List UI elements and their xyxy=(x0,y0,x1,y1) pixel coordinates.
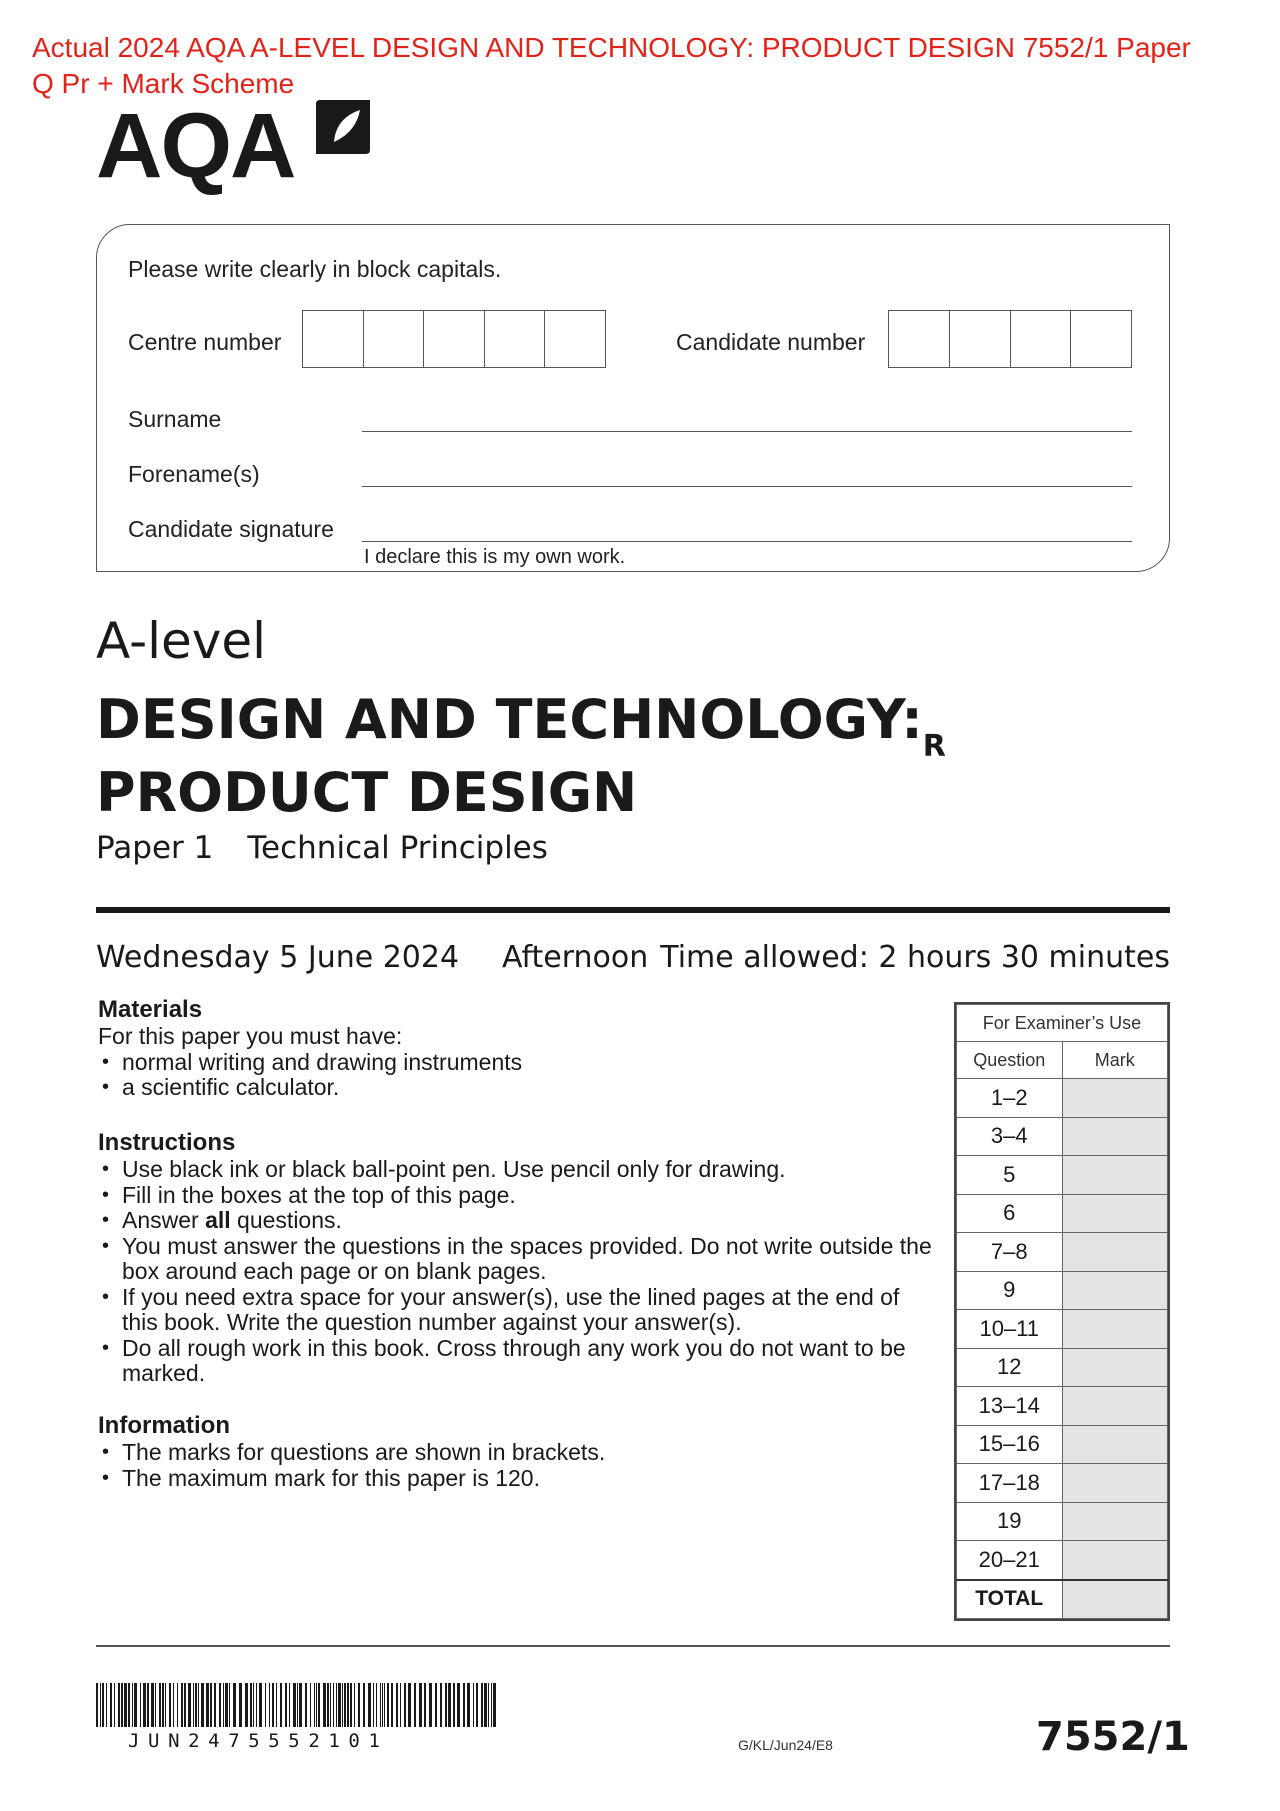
examiner-table-row xyxy=(957,1079,1168,1118)
examiner-use-table xyxy=(954,1002,1170,1621)
barcode-bar xyxy=(342,1683,343,1727)
total-label: TOTAL xyxy=(957,1580,1063,1619)
barcode-bar xyxy=(310,1683,311,1727)
question-cell: 5 xyxy=(957,1156,1063,1195)
examiner-table-row xyxy=(957,1194,1168,1233)
barcode-bar xyxy=(276,1683,277,1727)
examiner-table-row xyxy=(957,1387,1168,1426)
barcode-bar xyxy=(297,1683,298,1727)
instruction-item: • Fill in the boxes at the top of this page. xyxy=(98,1183,938,1209)
barcode-bar xyxy=(155,1683,156,1727)
signature-line[interactable] xyxy=(362,541,1132,542)
footer-divider xyxy=(96,1645,1170,1647)
barcode-bar xyxy=(285,1683,287,1727)
centre-number-digit-box[interactable] xyxy=(303,311,364,367)
question-cell: 13–14 xyxy=(957,1387,1063,1426)
barcode-bar xyxy=(256,1683,257,1727)
barcode-bar xyxy=(299,1683,302,1727)
barcode-bar xyxy=(143,1683,146,1727)
barcode-bar xyxy=(429,1683,432,1727)
banner-line-2: Q Pr + Mark Scheme xyxy=(32,68,295,99)
subject-title-line-1: DESIGN AND TECHNOLOGY: xyxy=(96,688,923,751)
barcode-bar xyxy=(151,1683,154,1727)
barcode-bar xyxy=(223,1683,224,1727)
information-heading: Information xyxy=(98,1412,230,1439)
barcode-bar xyxy=(250,1683,252,1727)
barcode-bar xyxy=(453,1683,455,1727)
barcode-bar xyxy=(219,1683,221,1727)
question-cell: 17–18 xyxy=(957,1464,1063,1503)
signature-label: Candidate signature xyxy=(128,516,334,542)
barcode-bar xyxy=(314,1683,315,1727)
barcode-text: JUN2475552101 xyxy=(128,1730,389,1752)
centre-number-digit-box[interactable] xyxy=(485,311,546,367)
subject-title xyxy=(96,688,946,825)
barcode-bar xyxy=(239,1683,242,1727)
barcode-bar xyxy=(391,1683,393,1727)
forename-label: Forename(s) xyxy=(128,461,260,487)
barcode-bar xyxy=(408,1683,411,1727)
barcode-bar xyxy=(102,1683,104,1727)
barcode-bar xyxy=(198,1683,199,1727)
barcode-bar xyxy=(435,1683,437,1727)
barcode-bar xyxy=(457,1683,460,1727)
question-column-header: Question xyxy=(957,1042,1063,1079)
question-cell: 20–21 xyxy=(957,1541,1063,1580)
block-capitals-instruction: Please write clearly in block capitals. xyxy=(128,256,502,282)
barcode-bar xyxy=(177,1683,178,1727)
examiner-table-row xyxy=(957,1464,1168,1503)
materials-item: • normal writing and drawing instruments xyxy=(98,1050,938,1076)
barcode-bar xyxy=(445,1683,447,1727)
barcode-bar xyxy=(173,1683,174,1727)
materials-intro: For this paper you must have: xyxy=(98,1023,403,1049)
barcode-bar xyxy=(382,1683,383,1727)
barcode-bar xyxy=(316,1683,317,1727)
subject-marker: R xyxy=(922,729,946,764)
centre-number-digit-box[interactable] xyxy=(424,311,485,367)
barcode-bar xyxy=(159,1683,161,1727)
barcode-bar xyxy=(253,1683,254,1727)
barcode-bar xyxy=(106,1683,107,1727)
paper-name: Technical Principles xyxy=(247,830,548,866)
instruction-item: • Do all rough work in this book. Cross through any work you do not want to be marked. xyxy=(98,1336,938,1387)
barcode-bar xyxy=(121,1683,123,1727)
aqa-logo-text: AQA xyxy=(96,95,295,197)
barcode-bar xyxy=(210,1683,212,1727)
surname-line[interactable] xyxy=(362,431,1132,432)
reference-code: G/KL/Jun24/E8 xyxy=(738,1737,833,1753)
candidate-number-digit-box[interactable] xyxy=(1011,311,1072,367)
mark-cell[interactable] xyxy=(1062,1425,1168,1464)
barcode-bar xyxy=(323,1683,326,1727)
barcode-bar xyxy=(491,1683,492,1727)
materials-heading: Materials xyxy=(98,996,203,1023)
barcode-bar xyxy=(195,1683,197,1727)
candidate-number-digit-box[interactable] xyxy=(889,311,950,367)
materials-section xyxy=(98,996,938,1101)
time-allowed: Time allowed: 2 hours 30 minutes xyxy=(660,940,1170,975)
barcode-bar xyxy=(169,1683,171,1727)
mark-column-header: Mark xyxy=(1062,1042,1168,1079)
forename-line[interactable] xyxy=(362,486,1132,487)
barcode-bar xyxy=(96,1683,98,1727)
paper-number: Paper 1 xyxy=(96,830,214,866)
barcode-bar xyxy=(269,1683,270,1727)
barcode-bar xyxy=(124,1683,127,1727)
barcode-bar xyxy=(363,1683,365,1727)
question-cell: 3–4 xyxy=(957,1117,1063,1156)
mark-cell[interactable] xyxy=(1062,1310,1168,1349)
barcode-bar xyxy=(347,1683,349,1727)
barcode-bar xyxy=(333,1683,334,1727)
question-cell: 15–16 xyxy=(957,1425,1063,1464)
barcode-bar xyxy=(463,1683,465,1727)
barcode-bar xyxy=(396,1683,398,1727)
instruction-item: • If you need extra space for your answer(s), use the lined pages at the end of this book. Write the question number against your answer(s). xyxy=(98,1285,938,1336)
title-divider xyxy=(96,907,1170,913)
examiner-table-row xyxy=(957,1271,1168,1310)
document-banner xyxy=(32,30,1272,102)
barcode-bar xyxy=(181,1683,183,1727)
mark-cell[interactable] xyxy=(1062,1156,1168,1195)
barcode-bar xyxy=(184,1683,186,1727)
aqa-logo-mark-icon xyxy=(312,96,374,158)
barcode-bar xyxy=(100,1683,101,1727)
barcode-bar xyxy=(358,1683,360,1727)
mark-cell[interactable] xyxy=(1062,1079,1168,1118)
own-work-declaration: I declare this is my own work. xyxy=(364,546,626,568)
barcode-bar xyxy=(305,1683,307,1727)
barcode-bar xyxy=(140,1683,141,1727)
question-cell: 19 xyxy=(957,1502,1063,1541)
mark-cell[interactable] xyxy=(1062,1502,1168,1541)
barcode-bar xyxy=(467,1683,470,1727)
barcode-bar xyxy=(132,1683,133,1727)
barcode-bar xyxy=(147,1683,149,1727)
barcode-bar xyxy=(493,1683,496,1727)
examiner-table-row xyxy=(957,1233,1168,1272)
candidate-number-digit-box[interactable] xyxy=(950,311,1011,367)
instruction-item-answer-all: • Answer all questions. xyxy=(98,1208,938,1234)
barcode-bar xyxy=(259,1683,262,1727)
paper-code: 7552/1 xyxy=(1036,1714,1190,1760)
barcode-bar xyxy=(368,1683,371,1727)
examiner-table-row xyxy=(957,1425,1168,1464)
barcode-bar xyxy=(484,1683,487,1727)
surname-label: Surname xyxy=(128,406,222,432)
examiner-table-row xyxy=(957,1502,1168,1541)
information-item: • The marks for questions are shown in brackets. xyxy=(98,1440,938,1466)
question-cell: 7–8 xyxy=(957,1233,1063,1272)
barcode-bar xyxy=(338,1683,341,1727)
barcode-bar xyxy=(448,1683,451,1727)
mark-cell[interactable] xyxy=(1062,1348,1168,1387)
barcode-bar xyxy=(165,1683,166,1727)
question-cell: 10–11 xyxy=(957,1310,1063,1349)
barcode-bar xyxy=(134,1683,137,1727)
barcode-bar xyxy=(387,1683,389,1727)
barcode xyxy=(96,1683,498,1727)
barcode-bar xyxy=(118,1683,120,1727)
barcode-bar xyxy=(233,1683,236,1727)
exam-date: Wednesday 5 June 2024 xyxy=(96,940,460,975)
examiner-table-total-row xyxy=(957,1580,1168,1619)
centre-number-digit-box[interactable] xyxy=(545,311,605,367)
examiner-table-row xyxy=(957,1348,1168,1387)
centre-number-label: Centre number xyxy=(128,329,282,355)
examiner-table-row xyxy=(957,1156,1168,1195)
qualification-level: A-level xyxy=(96,612,267,670)
barcode-bar xyxy=(419,1683,422,1727)
barcode-bar xyxy=(424,1683,426,1727)
information-item: • The maximum mark for this paper is 120. xyxy=(98,1466,938,1492)
mark-cell[interactable] xyxy=(1062,1117,1168,1156)
candidate-number-label: Candidate number xyxy=(676,329,866,355)
barcode-bar xyxy=(350,1683,352,1727)
candidate-number-boxes[interactable] xyxy=(888,310,1132,368)
banner-line-1: Actual 2024 AQA A-LEVEL DESIGN AND TECHNOLOGY: PRODUCT DESIGN 7552/1 Paper xyxy=(32,32,1191,63)
barcode-bar xyxy=(330,1683,331,1727)
barcode-bar xyxy=(162,1683,164,1727)
instruction-item: • Use black ink or black ball-point pen. Use pencil only for drawing. xyxy=(98,1157,938,1183)
mark-cell[interactable] xyxy=(1062,1464,1168,1503)
barcode-bar xyxy=(272,1683,274,1727)
barcode-bar xyxy=(380,1683,381,1727)
barcode-bar xyxy=(110,1683,112,1727)
barcode-bar xyxy=(225,1683,228,1727)
instructions-section xyxy=(98,1129,938,1387)
candidate-number-digit-box[interactable] xyxy=(1071,311,1131,367)
mark-cell[interactable] xyxy=(1062,1233,1168,1272)
barcode-bar xyxy=(476,1683,478,1727)
exam-session: Afternoon xyxy=(502,940,649,975)
barcode-bar xyxy=(404,1683,406,1727)
barcode-bar xyxy=(384,1683,385,1727)
barcode-bar xyxy=(188,1683,191,1727)
examiner-table-row xyxy=(957,1117,1168,1156)
barcode-bar xyxy=(354,1683,355,1727)
mark-cell[interactable] xyxy=(1062,1387,1168,1426)
barcode-bar xyxy=(193,1683,194,1727)
barcode-bar xyxy=(400,1683,401,1727)
barcode-bar xyxy=(293,1683,296,1727)
barcode-bar xyxy=(473,1683,474,1727)
mark-cell[interactable] xyxy=(1062,1194,1168,1233)
barcode-bar xyxy=(481,1683,483,1727)
barcode-bar xyxy=(376,1683,377,1727)
mark-cell[interactable] xyxy=(1062,1271,1168,1310)
barcode-bar xyxy=(488,1683,489,1727)
mark-cell[interactable] xyxy=(1062,1541,1168,1580)
information-section xyxy=(98,1412,938,1491)
barcode-bar xyxy=(229,1683,230,1727)
barcode-bar xyxy=(280,1683,282,1727)
total-mark-cell[interactable] xyxy=(1062,1580,1168,1619)
barcode-bar xyxy=(414,1683,416,1727)
instructions-heading: Instructions xyxy=(98,1129,236,1156)
barcode-bar xyxy=(318,1683,320,1727)
barcode-bar xyxy=(214,1683,216,1727)
instruction-item: • You must answer the questions in the spaces provided. Do not write outside the box around each page or on blank pages. xyxy=(98,1234,938,1285)
question-cell: 1–2 xyxy=(957,1079,1063,1118)
question-cell: 6 xyxy=(957,1194,1063,1233)
barcode-bar xyxy=(289,1683,290,1727)
question-cell: 12 xyxy=(957,1348,1063,1387)
paper-title xyxy=(96,830,548,866)
barcode-bar xyxy=(336,1683,337,1727)
barcode-bar xyxy=(440,1683,442,1727)
barcode-bar xyxy=(344,1683,346,1727)
barcode-bar xyxy=(245,1683,248,1727)
barcode-bar xyxy=(201,1683,204,1727)
barcode-bar xyxy=(327,1683,329,1727)
examiner-table-title: For Examiner’s Use xyxy=(957,1005,1168,1042)
centre-number-digit-box[interactable] xyxy=(364,311,425,367)
barcode-bar xyxy=(206,1683,209,1727)
examiner-table-row xyxy=(957,1541,1168,1580)
examiner-table-row xyxy=(957,1310,1168,1349)
barcode-bar xyxy=(128,1683,130,1727)
centre-number-boxes[interactable] xyxy=(302,310,606,368)
materials-item: • a scientific calculator. xyxy=(98,1075,938,1101)
barcode-bar xyxy=(265,1683,266,1727)
question-cell: 9 xyxy=(957,1271,1063,1310)
barcode-bar xyxy=(114,1683,115,1727)
subject-title-line-2: PRODUCT DESIGN xyxy=(96,761,638,824)
barcode-bar xyxy=(373,1683,374,1727)
